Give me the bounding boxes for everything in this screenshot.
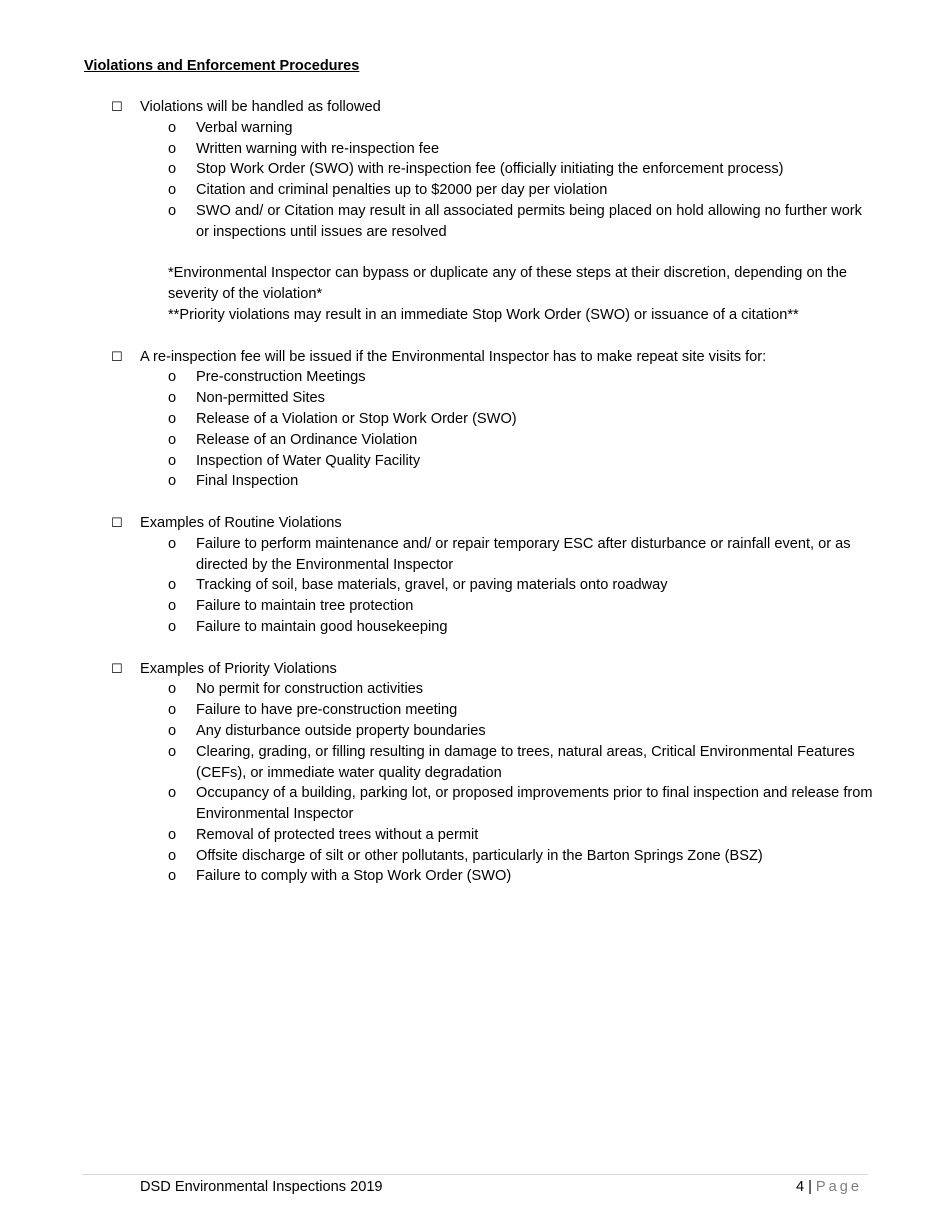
checkbox-bullet-icon: ☐ bbox=[111, 514, 123, 530]
circle-bullet-icon: o bbox=[168, 743, 177, 760]
list-item-text: Clearing, grading, or filling resulting in damage to trees, natural areas, Critical Environmental Features (CEFs), or immediate water quality degradation bbox=[196, 743, 855, 781]
list-item-text: No permit for construction activities bbox=[196, 681, 424, 698]
list-item-text: Failure to comply with a Stop Work Order (SWO) bbox=[196, 868, 512, 885]
circle-bullet-icon: o bbox=[168, 618, 177, 635]
notes-block bbox=[0, 263, 950, 325]
document-body bbox=[0, 97, 950, 887]
list-item bbox=[0, 742, 950, 784]
sub-list bbox=[0, 118, 950, 243]
list-item-text: Removal of protected trees without a permit bbox=[196, 826, 479, 843]
list-item bbox=[0, 617, 950, 638]
list-item-text: Non-permitted Sites bbox=[196, 390, 325, 407]
circle-bullet-icon: o bbox=[168, 390, 177, 407]
circle-bullet-icon: o bbox=[168, 161, 177, 178]
list-item bbox=[0, 409, 950, 430]
section-3 bbox=[0, 513, 950, 638]
checkbox-bullet-icon: ☐ bbox=[111, 348, 123, 364]
list-item-text: Verbal warning bbox=[196, 119, 293, 136]
list-item bbox=[0, 825, 950, 846]
checkbox-bullet-icon: ☐ bbox=[111, 660, 123, 676]
list-item-text: Final Inspection bbox=[196, 473, 299, 490]
list-item-text: Citation and criminal penalties up to $2000 per day per violation bbox=[196, 182, 608, 199]
section-title-row bbox=[0, 659, 950, 680]
list-item bbox=[0, 159, 950, 180]
section-title: A re-inspection fee will be issued if the Environmental Inspector has to make repeat site visits for: bbox=[140, 348, 767, 365]
list-item-text: Occupancy of a building, parking lot, or proposed improvements prior to final inspection and release from Environmental Inspector bbox=[196, 785, 873, 823]
list-item-text: Pre-construction Meetings bbox=[196, 369, 366, 386]
sub-list bbox=[0, 367, 950, 492]
list-item bbox=[0, 846, 950, 867]
footer-title: DSD Environmental Inspections 2019 bbox=[140, 1179, 383, 1195]
list-item bbox=[0, 679, 950, 700]
list-item-text: Offsite discharge of silt or other pollutants, particularly in the Barton Springs Zone (BSZ) bbox=[196, 847, 763, 864]
list-item bbox=[0, 201, 950, 243]
circle-bullet-icon: o bbox=[168, 847, 177, 864]
list-item-text: Failure to have pre-construction meeting bbox=[196, 702, 458, 719]
page-label: Page bbox=[815, 1179, 862, 1195]
footer-divider bbox=[82, 1174, 868, 1175]
list-item bbox=[0, 471, 950, 492]
list-item-text: Inspection of Water Quality Facility bbox=[196, 452, 421, 469]
list-item bbox=[0, 721, 950, 742]
checkbox-bullet-icon: ☐ bbox=[111, 99, 123, 114]
sub-list bbox=[0, 534, 950, 638]
circle-bullet-icon: o bbox=[168, 410, 177, 427]
sub-list bbox=[0, 679, 950, 887]
list-item-text: Failure to maintain tree protection bbox=[196, 598, 414, 615]
circle-bullet-icon: o bbox=[168, 140, 177, 157]
list-item-text: Written warning with re-inspection fee bbox=[196, 140, 440, 157]
list-item bbox=[0, 118, 950, 139]
list-item bbox=[0, 866, 950, 887]
footer-page-number-block bbox=[796, 1177, 862, 1197]
list-item bbox=[0, 783, 950, 825]
list-item-text: Failure to perform maintenance and/ or repair temporary ESC after disturbance or rainfall event, or as directed by the Environmental Inspector bbox=[196, 535, 851, 573]
circle-bullet-icon: o bbox=[168, 452, 177, 469]
section-title-row bbox=[0, 347, 950, 368]
list-item-text: Any disturbance outside property boundaries bbox=[196, 722, 486, 739]
circle-bullet-icon: o bbox=[168, 722, 177, 739]
list-item-text: Release of an Ordinance Violation bbox=[196, 431, 418, 448]
section-title-row bbox=[0, 513, 950, 534]
list-item bbox=[0, 700, 950, 721]
section-4 bbox=[0, 659, 950, 888]
list-item bbox=[0, 575, 950, 596]
circle-bullet-icon: o bbox=[168, 785, 177, 802]
list-item bbox=[0, 596, 950, 617]
section-title: Examples of Routine Violations bbox=[140, 514, 342, 531]
list-item bbox=[0, 430, 950, 451]
circle-bullet-icon: o bbox=[168, 473, 177, 490]
list-item bbox=[0, 534, 950, 576]
section-1 bbox=[0, 97, 950, 326]
circle-bullet-icon: o bbox=[168, 535, 177, 552]
circle-bullet-icon: o bbox=[168, 369, 177, 386]
list-item bbox=[0, 367, 950, 388]
list-item-text: Failure to maintain good housekeeping bbox=[196, 618, 448, 635]
circle-bullet-icon: o bbox=[168, 681, 177, 698]
list-item bbox=[0, 139, 950, 160]
list-item bbox=[0, 180, 950, 201]
section-title: Violations will be handled as followed bbox=[140, 99, 381, 115]
circle-bullet-icon: o bbox=[168, 202, 177, 219]
note-text: **Priority violations may result in an immediate Stop Work Order (SWO) or issuance of a citation** bbox=[168, 306, 799, 323]
list-item bbox=[0, 388, 950, 409]
list-item-text: Tracking of soil, base materials, gravel, or paving materials onto roadway bbox=[196, 577, 668, 594]
section-title-row bbox=[0, 97, 950, 118]
circle-bullet-icon: o bbox=[168, 826, 177, 843]
circle-bullet-icon: o bbox=[168, 868, 177, 885]
section-title: Examples of Priority Violations bbox=[140, 660, 337, 677]
circle-bullet-icon: o bbox=[168, 702, 177, 719]
circle-bullet-icon: o bbox=[168, 119, 177, 136]
circle-bullet-icon: o bbox=[168, 577, 177, 594]
page-heading: Violations and Enforcement Procedures bbox=[84, 58, 360, 74]
section-2 bbox=[0, 347, 950, 493]
list-item-text: Stop Work Order (SWO) with re-inspection fee (officially initiating the enforcement process) bbox=[196, 161, 784, 178]
circle-bullet-icon: o bbox=[168, 431, 177, 448]
note-text: *Environmental Inspector can bypass or duplicate any of these steps at their discretion, depending on the severity of the violation* bbox=[168, 265, 848, 303]
page-separator: | bbox=[808, 1179, 812, 1195]
page-number: 4 bbox=[795, 1179, 805, 1195]
circle-bullet-icon: o bbox=[168, 598, 177, 615]
circle-bullet-icon: o bbox=[168, 182, 177, 199]
list-item bbox=[0, 451, 950, 472]
list-item-text: SWO and/ or Citation may result in all associated permits being placed on hold allowing no further work or inspections until issues are resolved bbox=[196, 202, 862, 240]
list-item-text: Release of a Violation or Stop Work Order (SWO) bbox=[196, 410, 517, 427]
